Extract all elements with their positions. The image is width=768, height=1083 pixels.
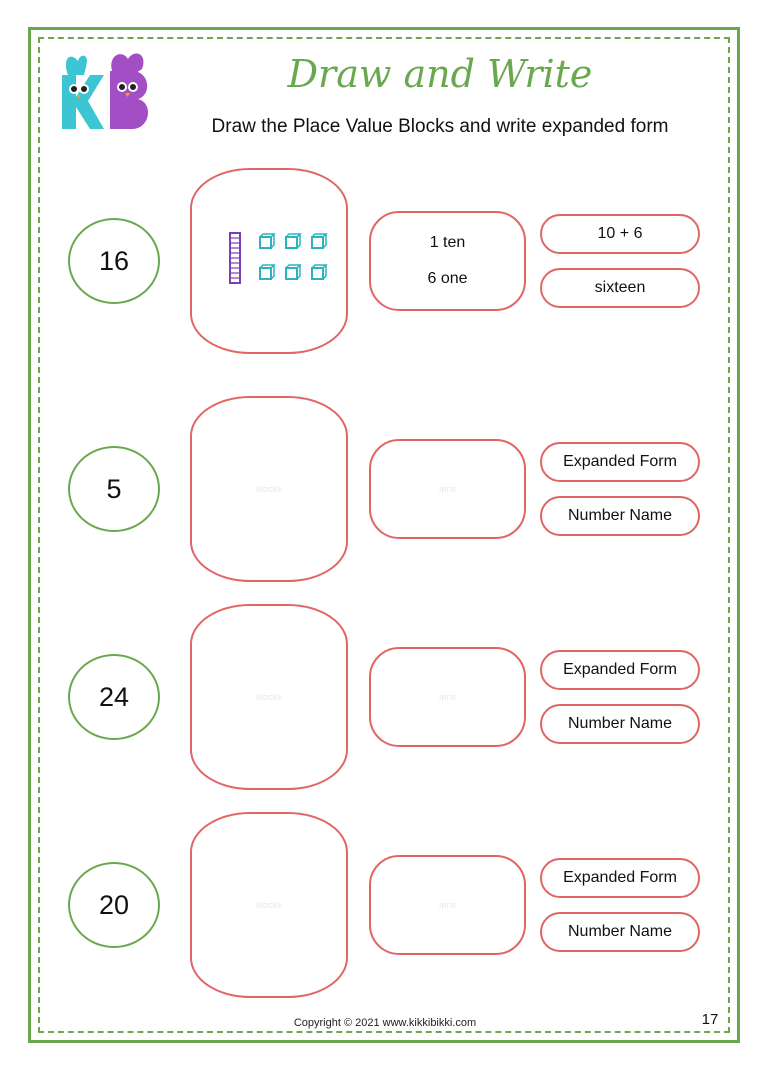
expanded-form-field[interactable]: Expanded Form (540, 650, 700, 690)
number-name-field[interactable]: Number Name (540, 704, 700, 744)
place-value-blocks-box[interactable] (190, 604, 348, 790)
blocks-placeholder: blocks (256, 900, 282, 910)
ones-cube-icon (286, 234, 300, 248)
ones-cube-icon (260, 265, 274, 279)
exercise-row (0, 604, 768, 794)
expanded-form-field[interactable]: Expanded Form (540, 858, 700, 898)
tens-ones-box[interactable] (369, 647, 526, 747)
ones-cube-icon (312, 234, 326, 248)
blocks-placeholder: blocks (256, 692, 282, 702)
page-title: Draw and Write (287, 52, 593, 96)
place-value-blocks-drawing (204, 231, 334, 291)
ones-text: 6 one (427, 270, 468, 287)
blocks-placeholder: blocks (256, 484, 282, 494)
number-name-field[interactable]: Number Name (540, 912, 700, 952)
number-circle: 24 (68, 654, 160, 740)
number-circle: 5 (68, 446, 160, 532)
number-name-field[interactable]: Number Name (540, 496, 700, 536)
kb-logo-icon (50, 45, 160, 135)
copyright-footer: Copyright © 2021 www.kikkibikki.com (293, 1017, 477, 1029)
exercise-row (0, 396, 768, 586)
instructions: Draw the Place Value Blocks and write expanded form (211, 116, 669, 137)
number-circle: 16 (68, 218, 160, 304)
tens-ones-placeholder: tens (438, 484, 456, 494)
tens-ones-box[interactable] (369, 439, 526, 539)
place-value-blocks-box[interactable] (190, 168, 348, 354)
ones-cube-icon (312, 265, 326, 279)
tens-text: 1 ten (429, 234, 466, 251)
tens-ones-box[interactable] (369, 855, 526, 955)
number-circle: 20 (68, 862, 160, 948)
tens-ones-placeholder: tens (438, 900, 456, 910)
exercise-row (0, 168, 768, 358)
ones-cube-icon (260, 234, 274, 248)
tens-ones-box[interactable] (369, 211, 526, 311)
ten-rod-icon (230, 233, 240, 283)
place-value-blocks-box[interactable] (190, 812, 348, 998)
number-name-field[interactable]: sixteen (540, 268, 700, 308)
page-number: 17 (701, 1011, 719, 1028)
exercise-row (0, 812, 768, 1002)
expanded-form-field[interactable]: 10 + 6 (540, 214, 700, 254)
ones-cube-icon (286, 265, 300, 279)
tens-ones-placeholder: tens (438, 692, 456, 702)
place-value-blocks-box[interactable] (190, 396, 348, 582)
expanded-form-field[interactable]: Expanded Form (540, 442, 700, 482)
